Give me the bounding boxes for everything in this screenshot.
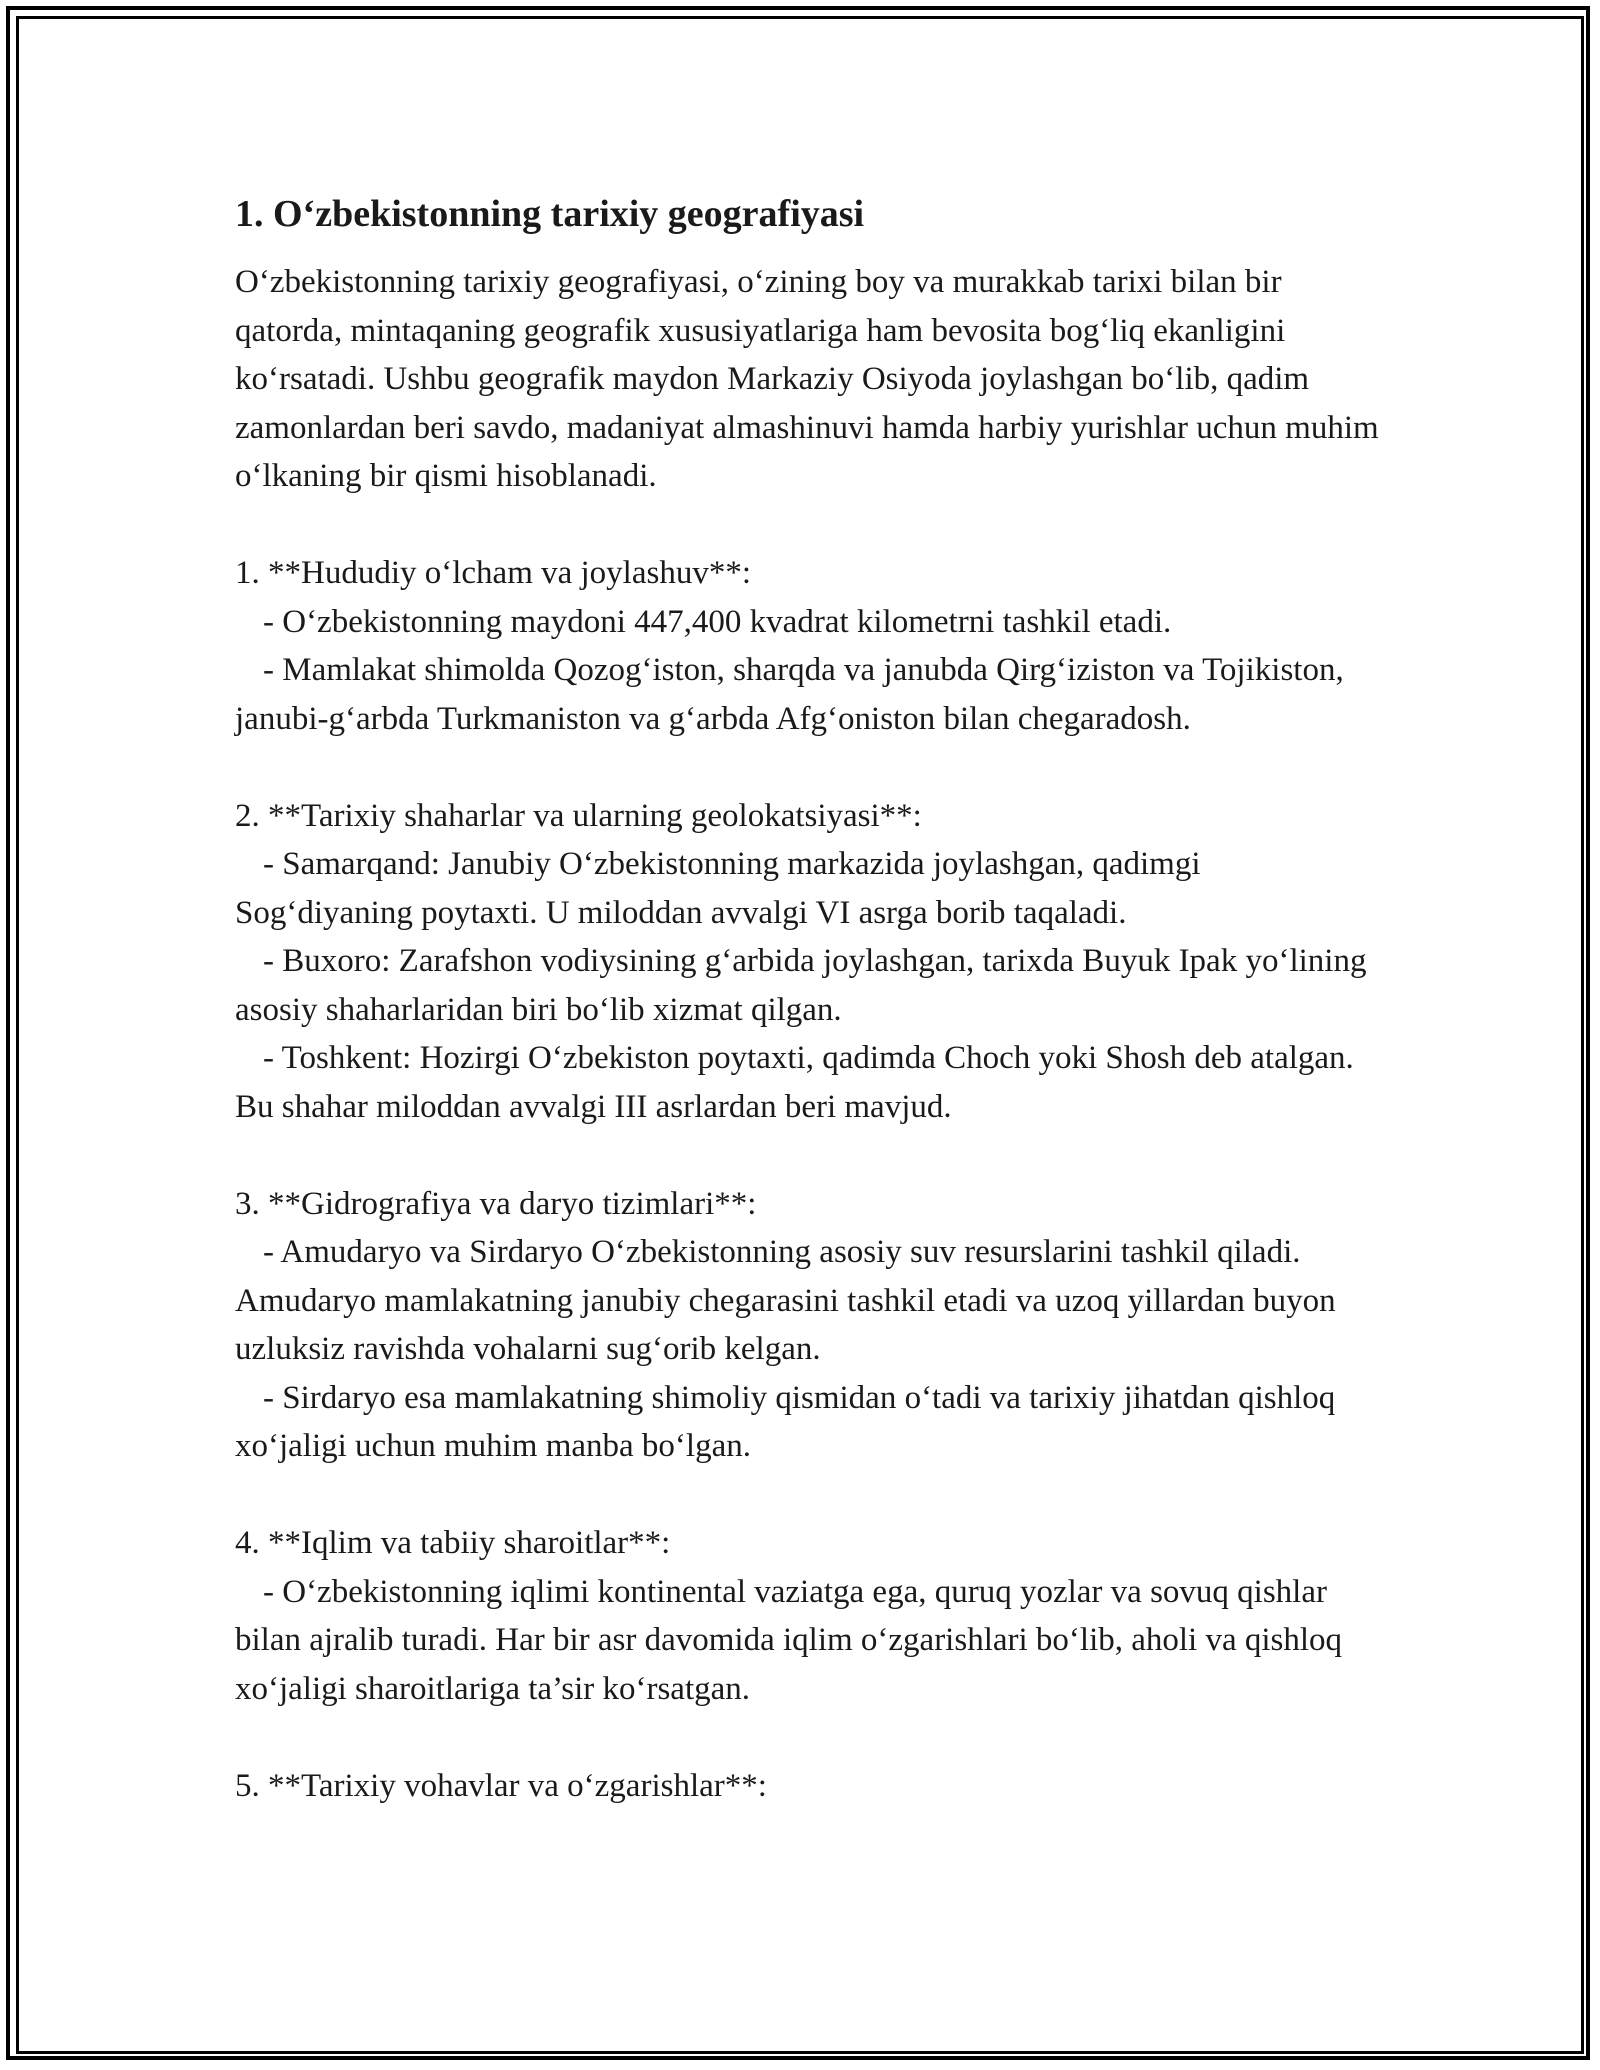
section-1 xyxy=(235,549,1385,743)
section-3 xyxy=(235,1180,1385,1471)
intro-paragraph: O‘zbekistonning tarixiy geografiyasi, o‘zining boy va murakkab tarixi bilan bir qatorda, mintaqaning geografik xususiyatlariga ham bevosita bog‘liq ekanligini ko‘rsatadi. Ushbu geografik maydon Markaziy Osiyoda joylashgan bo‘lib, qadim zamonlardan beri savdo, madaniyat almashinuvi hamda harbiy yurishlar uchun muhim o‘lkaning bir qismi hisoblanadi. xyxy=(235,264,1379,494)
list-item: - O‘zbekistonning maydoni 447,400 kvadrat kilometrni tashkil etadi. xyxy=(263,603,1172,640)
list-item: - Toshkent: Hozirgi O‘zbekiston poytaxti, qadimda Choch yoki Shosh deb atalgan. Bu shahar miloddan avvalgi III asrlardan beri mavjud. xyxy=(235,1040,1354,1125)
list-item: - Mamlakat shimolda Qozog‘iston, sharqda va janubda Qirg‘iziston va Tojikiston, janubi-g‘arbda Turkmaniston va g‘arbda Afg‘oniston bilan chegaradosh. xyxy=(235,652,1344,737)
list-item: - Buxoro: Zarafshon vodiysining g‘arbida joylashgan, tarixda Buyuk Ipak yo‘lining asosiy shaharlaridan biri bo‘lib xizmat qilgan. xyxy=(235,943,1367,1028)
section-title: 2. **Tarixiy shaharlar va ularning geolokatsiyasi**: xyxy=(235,797,922,834)
section-2 xyxy=(235,792,1385,1132)
list-item: - Amudaryo va Sirdaryo O‘zbekistonning asosiy suv resurslarini tashkil qiladi. Amudaryo mamlakatning janubiy chegarasini tashkil etadi va uzoq yillardan buyon uzluksiz ravishda vohalarni sug‘orib kelgan. xyxy=(235,1234,1336,1367)
section-title: 3. **Gidrografiya va daryo tizimlari**: xyxy=(235,1185,757,1222)
list-item: - O‘zbekistonning iqlimi kontinental vaziatga ega, quruq yozlar va sovuq qishlar bilan ajralib turadi. Har bir asr davomida iqlim o‘zgarishlari bo‘lib, aholi va qishloq xo‘jaligi sharoitlariga ta’sir ko‘rsatgan. xyxy=(235,1573,1343,1707)
list-item: - Sirdaryo esa mamlakatning shimoliy qismidan o‘tadi va tarixiy jihatdan qishloq xo‘jaligi uchun muhim manba bo‘lgan. xyxy=(235,1379,1336,1464)
document-heading: 1. O‘zbekistonning tarixiy geografiyasi xyxy=(235,193,865,235)
document-body xyxy=(235,184,1385,1810)
section-4 xyxy=(235,1519,1385,1713)
section-title: 1. **Hududiy o‘lcham va joylashuv**: xyxy=(235,555,752,591)
list-item: - Samarqand: Janubiy O‘zbekistonning markazida joylashgan, qadimgi Sog‘diyaning poytaxti. U miloddan avvalgi VI asrga borib taqaladi. xyxy=(235,846,1201,931)
section-title: 4. **Iqlim va tabiiy sharoitlar**: xyxy=(235,1525,671,1561)
section-title: 5. **Tarixiy vohavlar va o‘zgarishlar**: xyxy=(235,1767,767,1804)
section-5 xyxy=(235,1762,1385,1811)
